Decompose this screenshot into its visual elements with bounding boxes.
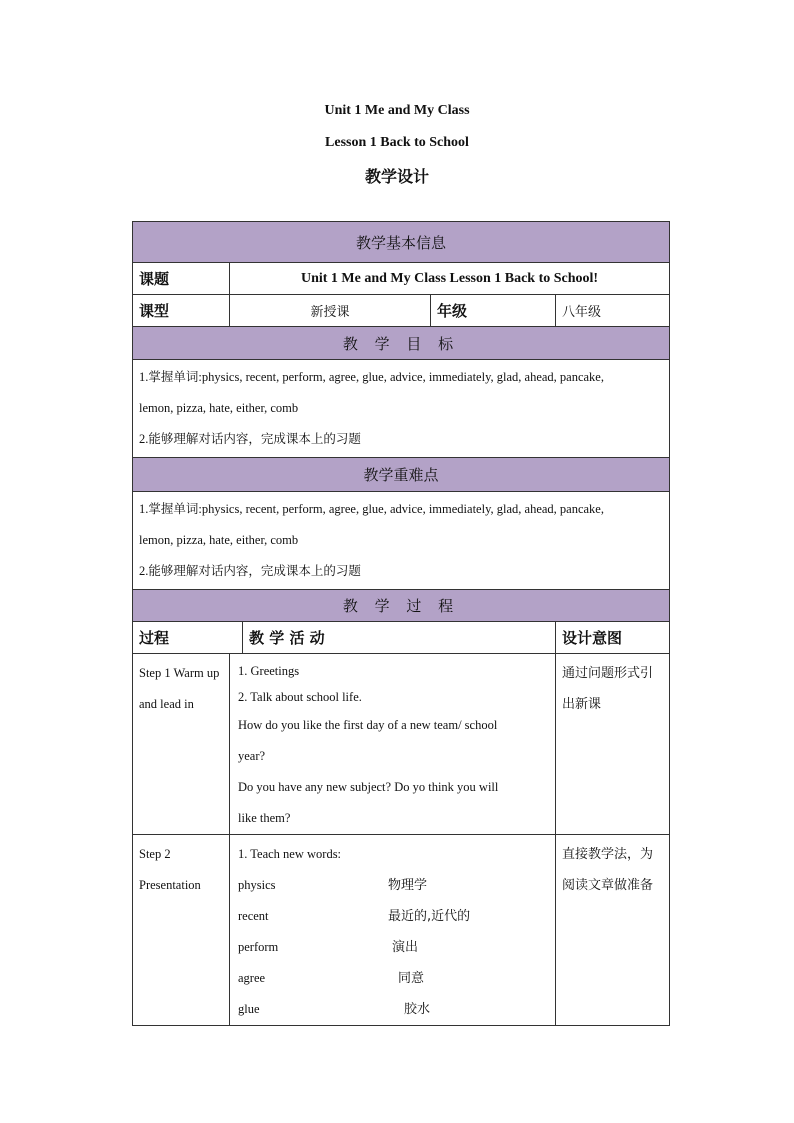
intent-line: 直接教学法，为: [562, 847, 654, 862]
objectives-line: lemon, pizza, hate, either, comb: [139, 401, 299, 415]
intent-line: 阅读文章做准备: [562, 878, 654, 893]
unit-title: Unit 1 Me and My Class: [324, 103, 470, 118]
vocab-item: [238, 870, 549, 901]
col-process-header: 过程: [133, 622, 243, 654]
vocab-english: recent: [238, 909, 269, 923]
step-name-line: Step 2: [139, 847, 171, 861]
key-points-line: 2.能够理解对话内容，完成课本上的习题: [139, 564, 361, 578]
process-header: 教 学 过 程: [133, 590, 670, 622]
activity-line: 1. Greetings: [238, 664, 300, 678]
objectives-line: 1.掌握单词:physics, recent, perform, agree, glue, advice, immediately, glad, ahead, pancake,: [139, 370, 604, 384]
col-intent-header: 设计意图: [556, 622, 670, 654]
table-row: [133, 835, 670, 1026]
step-name-line: Presentation: [139, 878, 201, 892]
type-label: 课型: [133, 295, 230, 327]
step-2-name: [133, 835, 230, 1026]
vocab-english: physics: [238, 878, 276, 892]
basic-info-header: 教学基本信息: [133, 222, 670, 263]
table-row: [133, 654, 670, 835]
vocab-chinese: 物理学: [388, 878, 428, 893]
lesson-title: Lesson 1 Back to School: [325, 135, 469, 150]
grade-label: 年级: [431, 295, 556, 327]
intent-line: 出新课: [562, 697, 602, 712]
step-2-activities: [230, 835, 556, 1026]
vocab-english: agree: [238, 971, 266, 985]
step-name-line: and lead in: [139, 697, 194, 711]
vocab-chinese: 胶水: [404, 1002, 431, 1017]
topic-label: 课题: [133, 263, 230, 295]
type-value: 新授课: [230, 295, 431, 327]
vocab-chinese: 演出: [392, 940, 419, 955]
step-2-intent: [556, 835, 670, 1026]
step-1-intent: [556, 654, 670, 835]
key-points-line: lemon, pizza, hate, either, comb: [139, 533, 299, 547]
vocab-english: glue: [238, 1002, 260, 1016]
key-points-content: [133, 492, 670, 590]
objectives-content: [133, 360, 670, 458]
lesson-plan-table: [132, 221, 670, 1026]
grade-value: 八年级: [556, 295, 670, 327]
activity-line: Do you have any new subject? Do yo think you will: [238, 780, 499, 794]
vocab-item: [238, 994, 549, 1025]
document-type-title: 教学设计: [364, 167, 429, 186]
key-points-line: 1.掌握单词:physics, recent, perform, agree, glue, advice, immediately, glad, ahead, pancake,: [139, 502, 604, 516]
activity-line: 1. Teach new words:: [238, 847, 342, 861]
activity-line: 2. Talk about school life.: [238, 690, 362, 704]
activity-line: year?: [238, 749, 266, 763]
intent-line: 通过问题形式引: [562, 666, 654, 681]
vocab-item: [238, 901, 549, 932]
vocab-english: perform: [238, 940, 279, 954]
step-1-activities: [230, 654, 556, 835]
vocab-item: [238, 932, 549, 963]
objectives-line: 2.能够理解对话内容，完成课本上的习题: [139, 432, 361, 446]
vocab-chinese: 最近的,近代的: [388, 909, 471, 924]
objectives-header: 教 学 目 标: [133, 327, 670, 360]
key-points-header: 教学重难点: [133, 458, 670, 492]
activity-line: How do you like the first day of a new team/ school: [238, 718, 498, 732]
vocab-item: [238, 963, 549, 994]
step-1-name: [133, 654, 230, 835]
col-activity-header: 教 学 活 动: [243, 622, 556, 654]
step-name-line: Step 1 Warm up: [139, 666, 220, 680]
vocab-chinese: 同意: [398, 971, 425, 986]
topic-value: Unit 1 Me and My Class Lesson 1 Back to School!: [230, 263, 670, 295]
activity-line: like them?: [238, 811, 291, 825]
